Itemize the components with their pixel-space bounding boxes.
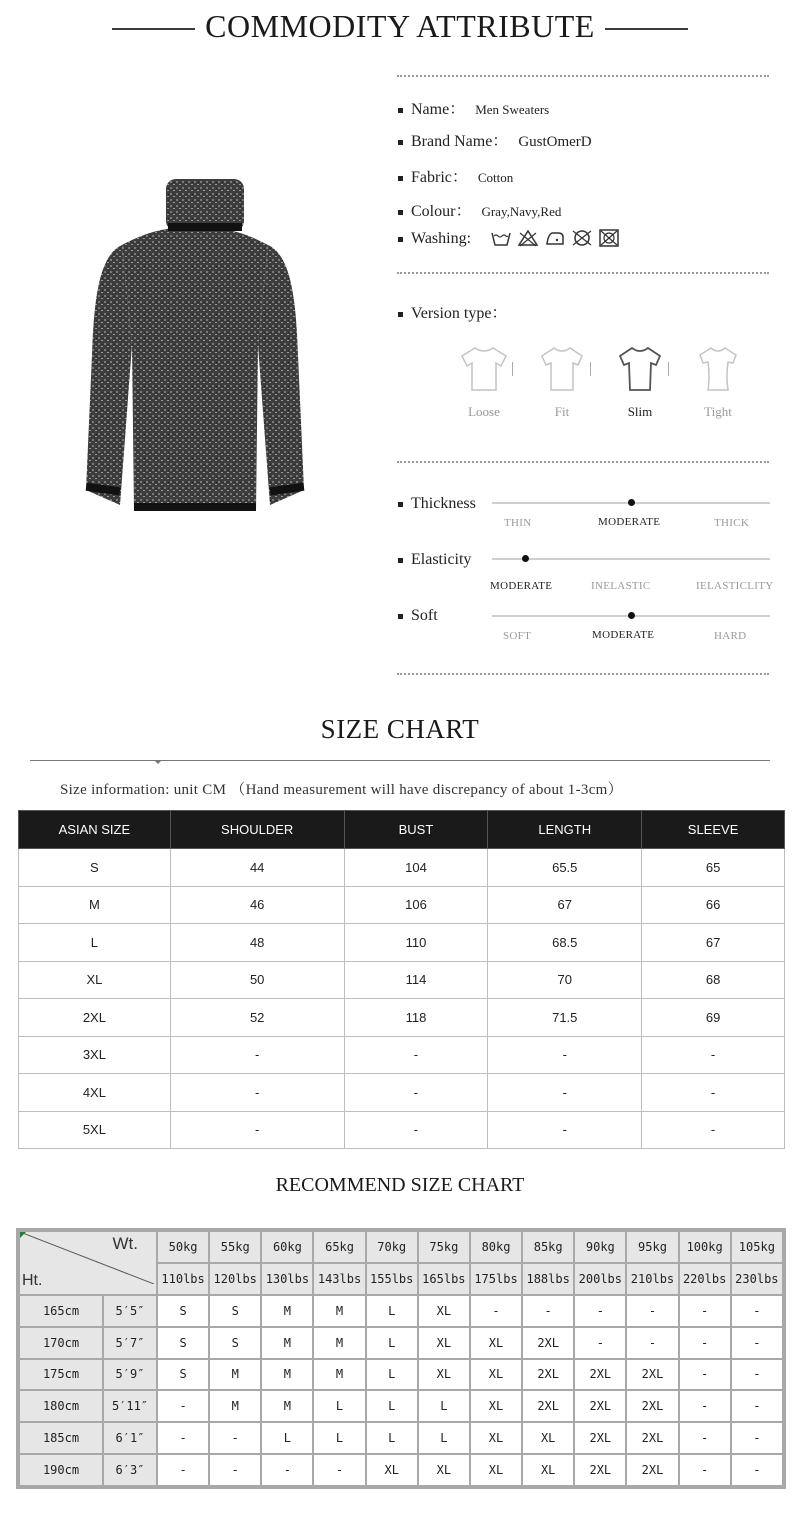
cell: 110	[344, 924, 488, 962]
size-chart-info: Size information: unit CM （Hand measurement will have discrepancy of about 1-3cm）	[60, 782, 623, 798]
recommend-size-cell: L	[314, 1423, 364, 1453]
recommend-size-cell: -	[575, 1328, 625, 1358]
cell: 118	[344, 999, 488, 1037]
weight-kg: 50kg	[158, 1232, 208, 1262]
thickness-label: Thickness	[398, 495, 476, 513]
version-option-slim: Slim	[601, 342, 679, 420]
cell: -	[642, 1111, 785, 1149]
height-cm: 180cm	[20, 1391, 102, 1421]
height-ft: 5′7″	[104, 1328, 156, 1358]
weight-lbs: 165lbs	[419, 1264, 469, 1294]
recommend-size-cell: S	[158, 1296, 208, 1326]
cell: -	[488, 1036, 642, 1074]
weight-lbs: 143lbs	[314, 1264, 364, 1294]
cell: -	[642, 1036, 785, 1074]
col-asian-size: ASIAN SIZE	[19, 811, 171, 849]
height-cm: 175cm	[20, 1360, 102, 1390]
weight-kg: 80kg	[471, 1232, 521, 1262]
table-row	[19, 1036, 785, 1074]
recommend-size-cell: -	[210, 1455, 260, 1485]
recommend-size-cell: M	[314, 1360, 364, 1390]
height-cm: 190cm	[20, 1455, 102, 1485]
recommend-size-cell: -	[680, 1360, 730, 1390]
soft-option-moderate: MODERATE	[592, 629, 655, 641]
cell: 2XL	[19, 999, 171, 1037]
washing-icons	[490, 228, 620, 248]
version-option-fit: Fit	[523, 342, 601, 420]
version-option-tight: Tight	[679, 342, 757, 420]
attr-washing: Washing:	[398, 230, 471, 248]
recommend-size-cell: -	[680, 1455, 730, 1485]
recommend-size-cell: 2XL	[627, 1360, 677, 1390]
recommend-size-cell: XL	[523, 1455, 573, 1485]
recommend-size-cell: XL	[523, 1423, 573, 1453]
weight-lbs: 130lbs	[262, 1264, 312, 1294]
weight-lbs: 210lbs	[627, 1264, 677, 1294]
size-table-header	[19, 811, 785, 849]
attr-colour: Colour： Gray,Navy,Red	[398, 198, 561, 221]
recommend-size-cell: -	[523, 1296, 573, 1326]
weight-kg: 90kg	[575, 1232, 625, 1262]
recommend-size-cell: L	[419, 1423, 469, 1453]
table-row	[19, 924, 785, 962]
elasticity-option-inelastic: INELASTIC	[591, 580, 651, 592]
weight-lbs: 188lbs	[523, 1264, 573, 1294]
recommend-size-cell: XL	[471, 1423, 521, 1453]
elasticity-track	[492, 558, 770, 560]
size-chart-rule	[30, 760, 770, 761]
tshirt-loose-icon	[458, 342, 510, 394]
cell: -	[344, 1036, 488, 1074]
table-row	[20, 1455, 782, 1485]
recommend-size-cell: -	[732, 1423, 782, 1453]
weight-kg: 85kg	[523, 1232, 573, 1262]
height-ft: 6′1″	[104, 1423, 156, 1453]
recommend-size-cell: -	[732, 1296, 782, 1326]
recommend-size-cell: M	[262, 1328, 312, 1358]
recommend-size-cell: L	[367, 1423, 417, 1453]
col-sleeve: SLEEVE	[642, 811, 785, 849]
attr-version: Version type：	[398, 300, 507, 323]
recommend-size-cell: -	[158, 1455, 208, 1485]
recommend-size-cell: XL	[471, 1360, 521, 1390]
recommend-size-cell: -	[262, 1455, 312, 1485]
recommend-header-kg	[20, 1232, 782, 1262]
weight-lbs: 155lbs	[367, 1264, 417, 1294]
recommend-size-cell: M	[262, 1360, 312, 1390]
recommend-size-cell: XL	[471, 1455, 521, 1485]
table-row	[19, 999, 785, 1037]
cell: 65.5	[488, 849, 642, 887]
cell: S	[19, 849, 171, 887]
recommend-size-cell: XL	[419, 1360, 469, 1390]
recommend-size-cell: S	[210, 1328, 260, 1358]
recommend-size-cell: M	[314, 1328, 364, 1358]
version-option-loose: Loose	[445, 342, 523, 420]
recommend-size-cell: M	[210, 1360, 260, 1390]
recommend-size-cell: 2XL	[523, 1328, 573, 1358]
height-axis-label: Ht.	[22, 1271, 43, 1289]
recommend-size-cell: 2XL	[627, 1391, 677, 1421]
recommend-size-cell: -	[680, 1423, 730, 1453]
weight-lbs: 120lbs	[210, 1264, 260, 1294]
cell: 114	[344, 961, 488, 999]
cell: 66	[642, 886, 785, 924]
cell: 67	[488, 886, 642, 924]
cell: 52	[170, 999, 344, 1037]
weight-kg: 55kg	[210, 1232, 260, 1262]
cell: 4XL	[19, 1074, 171, 1112]
soft-marker	[628, 612, 635, 619]
recommend-size-cell: -	[627, 1328, 677, 1358]
recommend-size-cell: XL	[419, 1455, 469, 1485]
cell: 68.5	[488, 924, 642, 962]
table-row	[19, 849, 785, 887]
cell: -	[170, 1111, 344, 1149]
cell: -	[344, 1111, 488, 1149]
recommend-size-cell: -	[680, 1391, 730, 1421]
recommend-corner	[20, 1232, 156, 1294]
recommend-size-cell: L	[367, 1296, 417, 1326]
recommend-size-cell: -	[680, 1328, 730, 1358]
cell: 69	[642, 999, 785, 1037]
divider	[397, 673, 769, 675]
recommend-size-cell: L	[367, 1391, 417, 1421]
height-ft: 5′11″	[104, 1391, 156, 1421]
weight-lbs: 220lbs	[680, 1264, 730, 1294]
table-row	[20, 1296, 782, 1326]
divider	[397, 461, 769, 463]
no-dry-clean-icon	[598, 228, 620, 248]
recommend-size-cell: -	[680, 1296, 730, 1326]
recommend-size-cell: -	[627, 1296, 677, 1326]
thickness-option-thick: THICK	[714, 517, 750, 529]
recommend-size-cell: 2XL	[575, 1455, 625, 1485]
elasticity-option-moderate: MODERATE	[490, 580, 553, 592]
cell: 46	[170, 886, 344, 924]
recommend-size-cell: 2XL	[627, 1455, 677, 1485]
recommend-size-cell: -	[210, 1423, 260, 1453]
recommend-size-cell: 2XL	[575, 1360, 625, 1390]
cell: -	[642, 1074, 785, 1112]
recommend-size-cell: 2XL	[523, 1391, 573, 1421]
weight-lbs: 200lbs	[575, 1264, 625, 1294]
divider	[397, 272, 769, 274]
cell: 70	[488, 961, 642, 999]
elasticity-label: Elasticity	[398, 551, 471, 569]
table-row	[19, 961, 785, 999]
table-row	[20, 1391, 782, 1421]
sweater-image	[80, 175, 310, 520]
size-chart-title: SIZE CHART	[320, 714, 480, 744]
tshirt-slim-icon	[614, 342, 666, 394]
recommend-size-cell: M	[262, 1296, 312, 1326]
thickness-marker	[628, 499, 635, 506]
height-cm: 165cm	[20, 1296, 102, 1326]
recommend-size-cell: XL	[471, 1391, 521, 1421]
col-bust: BUST	[344, 811, 488, 849]
recommend-size-cell: -	[732, 1455, 782, 1485]
cell: -	[170, 1036, 344, 1074]
table-row	[19, 1074, 785, 1112]
weight-lbs: 230lbs	[732, 1264, 782, 1294]
no-bleach-icon	[517, 228, 539, 248]
cell: 68	[642, 961, 785, 999]
size-chart-rule-notch	[154, 760, 162, 764]
page-title: COMMODITY ATTRIBUTE	[0, 8, 800, 45]
recommend-size-cell: XL	[419, 1328, 469, 1358]
cell: 5XL	[19, 1111, 171, 1149]
recommend-size-cell: -	[314, 1455, 364, 1485]
cell: 65	[642, 849, 785, 887]
recommend-size-cell: 2XL	[575, 1391, 625, 1421]
cell: -	[170, 1074, 344, 1112]
height-cm: 185cm	[20, 1423, 102, 1453]
cell: -	[488, 1074, 642, 1112]
cell: 67	[642, 924, 785, 962]
no-tumble-dry-icon	[571, 228, 593, 248]
recommend-size-cell: -	[471, 1296, 521, 1326]
recommend-table	[18, 1230, 784, 1487]
weight-kg: 105kg	[732, 1232, 782, 1262]
cell: L	[19, 924, 171, 962]
weight-lbs: 110lbs	[158, 1264, 208, 1294]
col-shoulder: SHOULDER	[170, 811, 344, 849]
cell: XL	[19, 961, 171, 999]
cell: 104	[344, 849, 488, 887]
recommend-size-cell: 2XL	[523, 1360, 573, 1390]
cell: 3XL	[19, 1036, 171, 1074]
table-row	[19, 1111, 785, 1149]
cell: 44	[170, 849, 344, 887]
table-row	[20, 1360, 782, 1390]
cell: 106	[344, 886, 488, 924]
recommend-size-cell: XL	[419, 1296, 469, 1326]
soft-option-hard: HARD	[714, 630, 747, 642]
height-cm: 170cm	[20, 1328, 102, 1358]
version-options	[445, 342, 757, 420]
recommend-size-cell: S	[158, 1360, 208, 1390]
height-ft: 5′9″	[104, 1360, 156, 1390]
recommend-size-cell: -	[732, 1360, 782, 1390]
tshirt-fit-icon	[536, 342, 588, 394]
elasticity-marker	[522, 555, 529, 562]
attr-brand: Brand Name： GustOmerD	[398, 128, 592, 151]
weight-kg: 95kg	[627, 1232, 677, 1262]
recommend-size-cell: S	[210, 1296, 260, 1326]
col-length: LENGTH	[488, 811, 642, 849]
recommend-size-cell: 2XL	[627, 1423, 677, 1453]
divider	[397, 75, 769, 77]
size-table	[18, 810, 785, 1149]
thickness-option-moderate: MODERATE	[598, 516, 661, 528]
weight-kg: 100kg	[680, 1232, 730, 1262]
cell: M	[19, 886, 171, 924]
soft-label: Soft	[398, 607, 438, 625]
recommend-size-cell: L	[367, 1328, 417, 1358]
weight-kg: 65kg	[314, 1232, 364, 1262]
soft-option-soft: SOFT	[503, 630, 532, 642]
thickness-option-thin: THIN	[504, 517, 532, 529]
attr-name: Name： Men Sweaters	[398, 96, 549, 119]
recommend-size-cell: -	[158, 1423, 208, 1453]
recommend-size-cell: 2XL	[575, 1423, 625, 1453]
attr-fabric: Fabric： Cotton	[398, 164, 513, 187]
table-row	[20, 1423, 782, 1453]
recommend-size-cell: -	[732, 1391, 782, 1421]
recommend-size-cell: L	[314, 1391, 364, 1421]
recommend-size-cell: M	[314, 1296, 364, 1326]
weight-axis-label: Wt.	[112, 1234, 138, 1253]
cell: 71.5	[488, 999, 642, 1037]
recommend-size-cell: L	[419, 1391, 469, 1421]
wash-tub-icon	[490, 228, 512, 248]
cell: -	[344, 1074, 488, 1112]
weight-kg: 75kg	[419, 1232, 469, 1262]
recommend-size-cell: S	[158, 1328, 208, 1358]
table-row	[20, 1328, 782, 1358]
cell: -	[488, 1111, 642, 1149]
recommend-size-cell: M	[210, 1391, 260, 1421]
iron-icon	[544, 228, 566, 248]
recommend-size-cell: XL	[471, 1328, 521, 1358]
cell: 48	[170, 924, 344, 962]
weight-kg: 60kg	[262, 1232, 312, 1262]
recommend-size-cell: L	[262, 1423, 312, 1453]
recommend-size-cell: -	[732, 1328, 782, 1358]
recommend-size-cell: -	[575, 1296, 625, 1326]
cell: 50	[170, 961, 344, 999]
weight-lbs: 175lbs	[471, 1264, 521, 1294]
recommend-size-cell: -	[158, 1391, 208, 1421]
recommend-title: RECOMMEND SIZE CHART	[275, 1174, 525, 1196]
height-ft: 6′3″	[104, 1455, 156, 1485]
tshirt-tight-icon	[692, 342, 744, 394]
recommend-size-cell: XL	[367, 1455, 417, 1485]
weight-kg: 70kg	[367, 1232, 417, 1262]
table-row	[19, 886, 785, 924]
recommend-size-cell: L	[367, 1360, 417, 1390]
recommend-size-cell: M	[262, 1391, 312, 1421]
height-ft: 5′5″	[104, 1296, 156, 1326]
elasticity-option-ielasticlity: IELASTICLITY	[696, 580, 774, 592]
